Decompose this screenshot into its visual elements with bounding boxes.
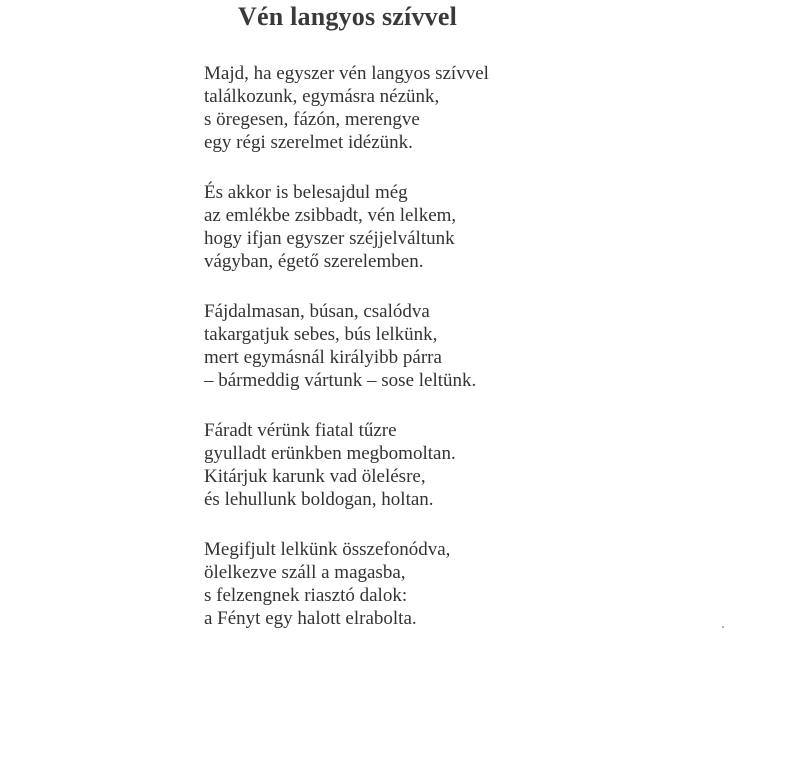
stanza-2 [204, 181, 489, 273]
poem-body [204, 62, 489, 657]
poem-line: Majd, ha egyszer vén langyos szívvel [204, 63, 489, 84]
poem-line: s öregesen, fázón, merengve [204, 109, 420, 130]
poem-line: és lehullunk boldogan, holtan. [204, 489, 434, 510]
poem-line: az emlékbe zsibbadt, vén lelkem, [204, 205, 457, 226]
poem-line: vágyban, égető szerelemben. [204, 251, 424, 272]
poem-line: a Fényt egy halott elrabolta. [204, 608, 417, 629]
poem-line: s felzengnek riasztó dalok: [204, 585, 408, 606]
poem-line: gyulladt erünkben megbomoltan. [204, 443, 456, 464]
poem-line: Kitárjuk karunk vad ölelésre, [204, 466, 426, 487]
stanza-5 [204, 538, 489, 630]
poem-line: találkozunk, egymásra nézünk, [204, 86, 440, 107]
poem-line: ölelkezve száll a magasba, [204, 562, 406, 583]
poem-line: mert egymásnál királyibb párra [204, 347, 442, 368]
scan-speck [722, 626, 724, 628]
stanza-4 [204, 419, 489, 511]
poem-line: hogy ifjan egyszer széjjelváltunk [204, 228, 455, 249]
poem-line: Fáradt vérünk fiatal tűzre [204, 420, 397, 441]
poem-title: Vén langyos szívvel [238, 2, 458, 31]
stanza-3 [204, 300, 489, 392]
poem-line: egy régi szerelmet idézünk. [204, 132, 413, 153]
poem-line: Fájdalmasan, búsan, csalódva [204, 301, 430, 322]
poem-line: És akkor is belesajdul még [204, 182, 408, 203]
poem-line: takargatjuk sebes, bús lelkünk, [204, 324, 438, 345]
stanza-1 [204, 62, 489, 154]
poem-line: Megifjult lelkünk összefonódva, [204, 539, 451, 560]
poem-line: – bármeddig vártunk – sose leltünk. [204, 370, 477, 391]
